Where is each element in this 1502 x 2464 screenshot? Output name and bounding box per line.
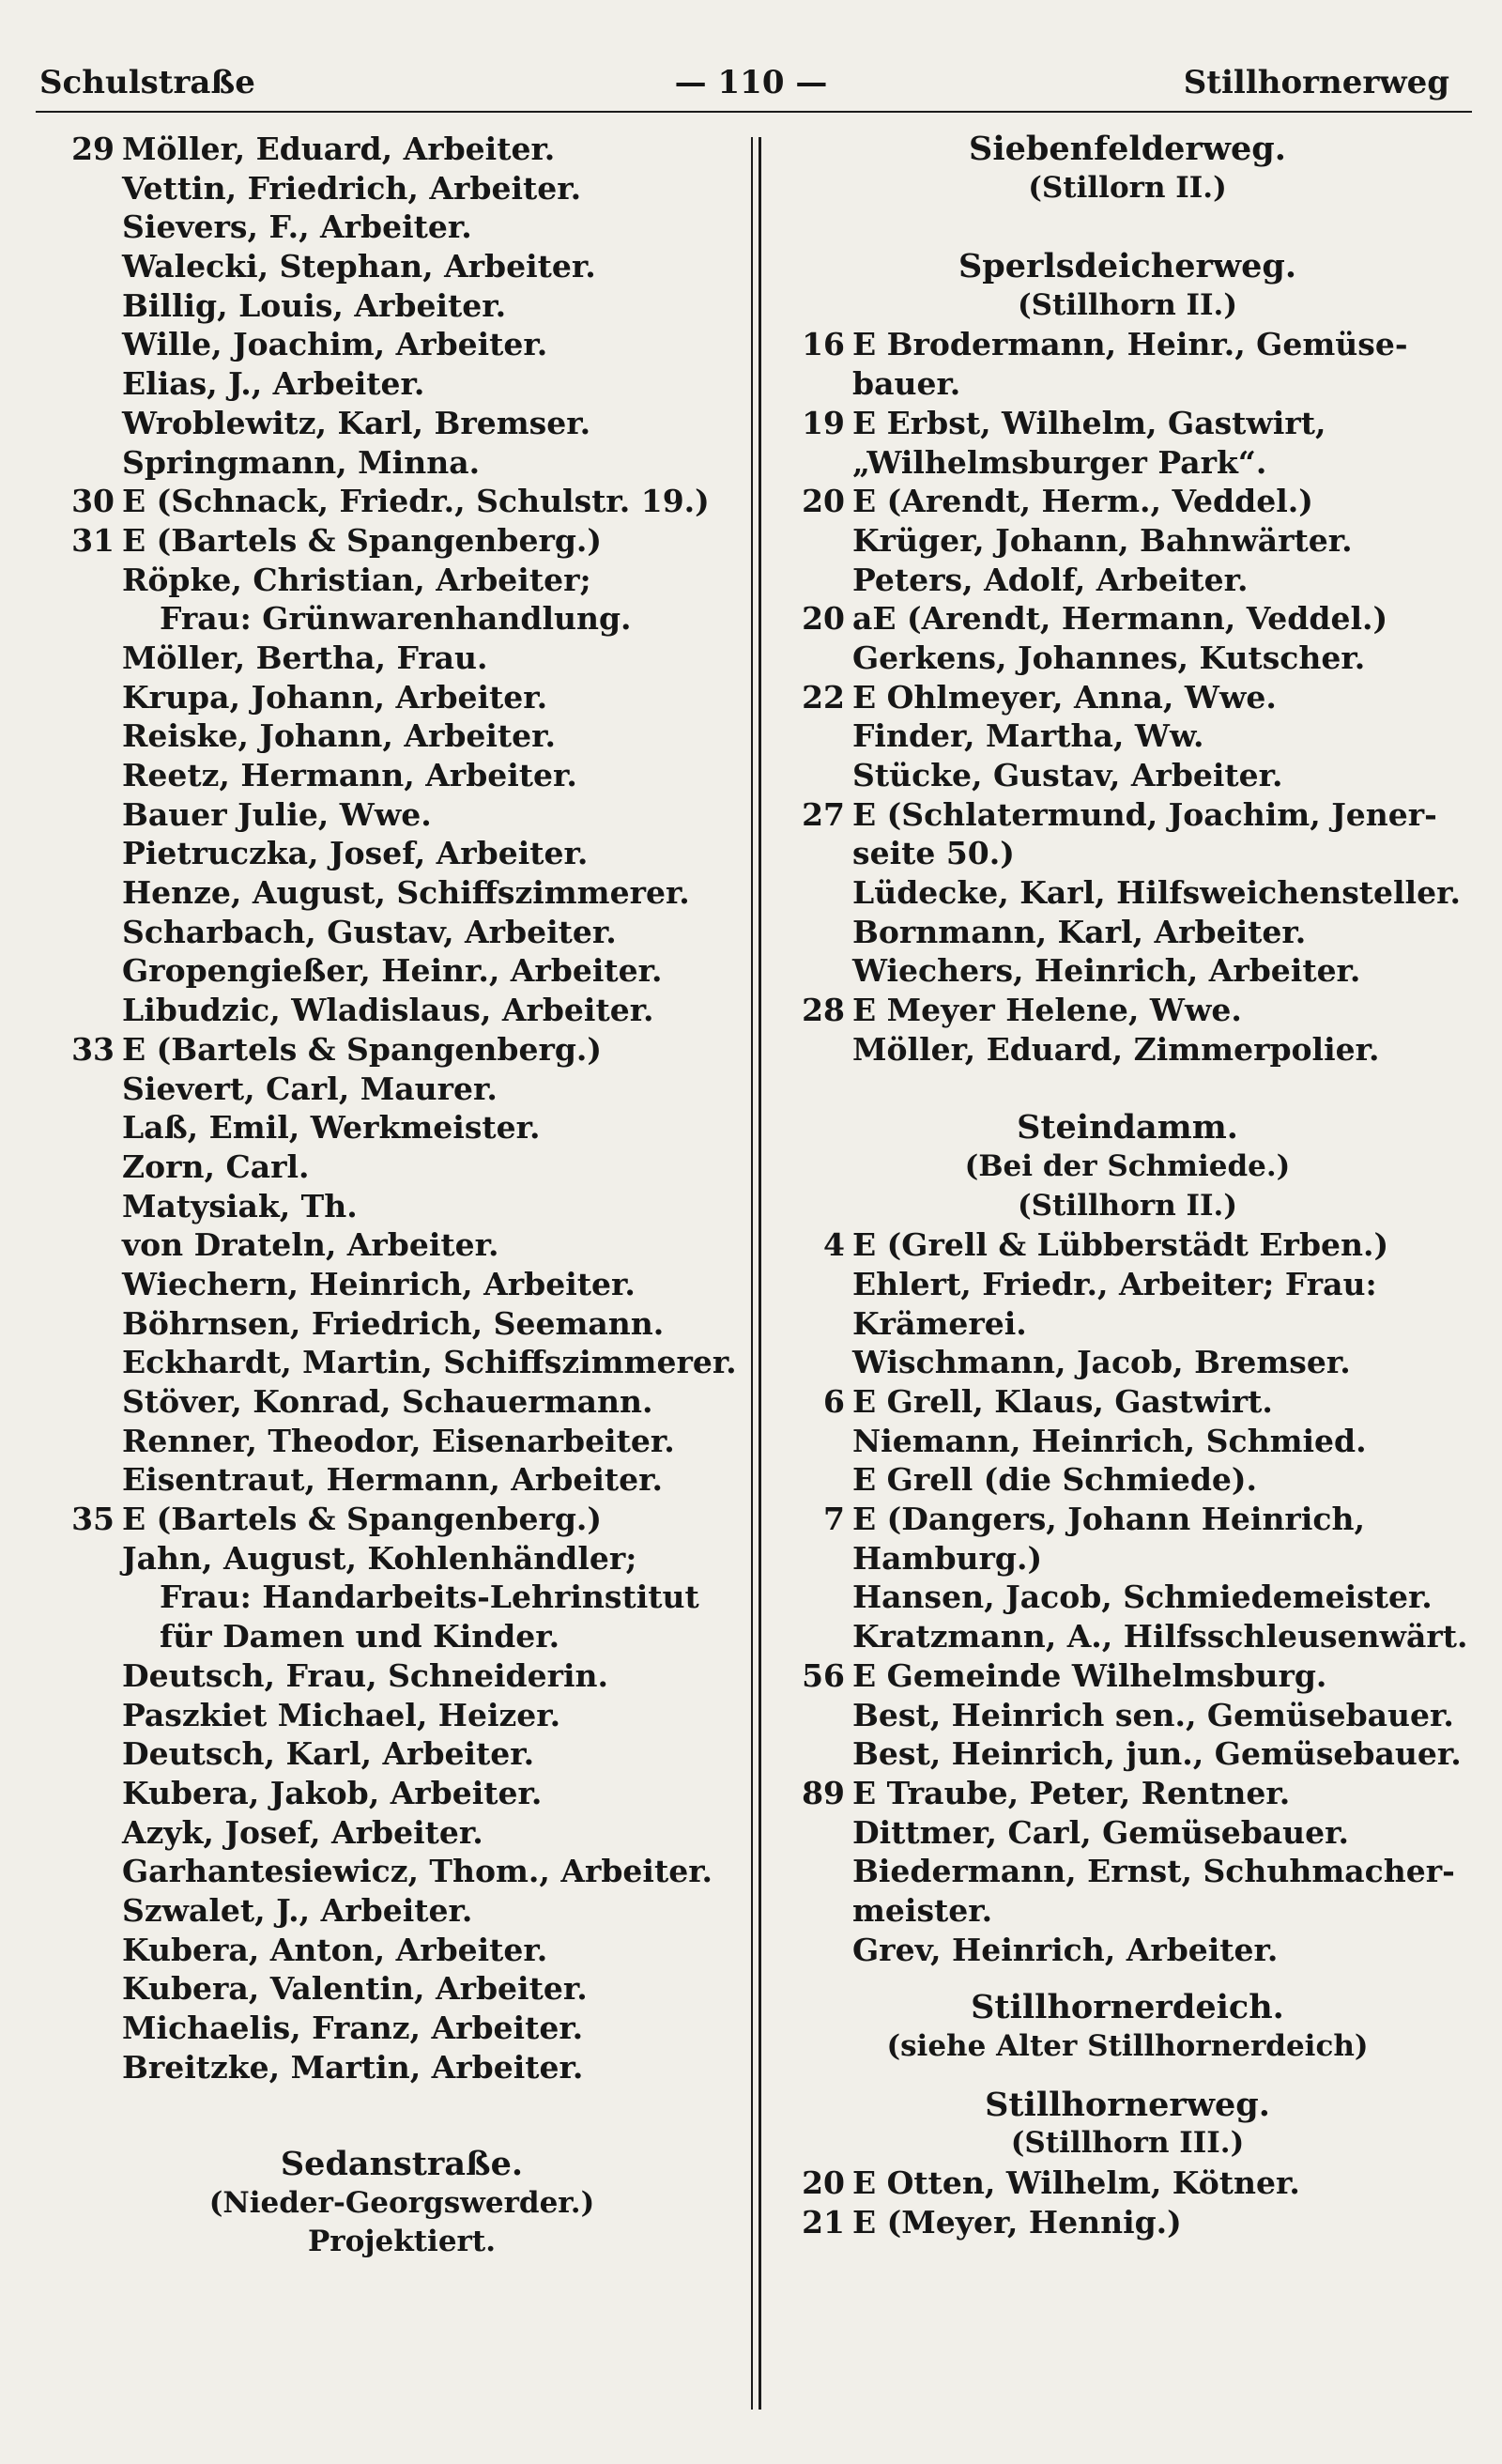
house-number: 7 xyxy=(823,1501,845,1538)
owner-line: E (Arendt, Herm., Veddel.) xyxy=(852,483,1313,520)
resident-line: Hansen, Jacob, Schmiedemeister. xyxy=(852,1578,1433,1616)
resident-line: Szwalet, J., Arbeiter. xyxy=(122,1891,473,1929)
resident-line: Eckhardt, Martin, Schiffszimmerer. xyxy=(122,1344,737,1381)
street-subtitle: (siehe Alter Stillhornerdeich) xyxy=(886,2029,1369,2063)
right-column xyxy=(785,130,1470,2241)
owner-line: E Erbst, Wilhelm, Gastwirt, xyxy=(852,404,1326,441)
resident-line: Frau: Handarbeits-Lehrinstitut xyxy=(160,1578,699,1616)
resident-line: Möller, Eduard, Arbeiter. xyxy=(122,131,556,167)
resident-line: Krüger, Johann, Bahnwärter. xyxy=(852,521,1353,559)
resident-line: Peters, Adolf, Arbeiter. xyxy=(852,561,1249,598)
house-number: 20 xyxy=(802,600,845,638)
owner-line: E (Bartels & Spangenberg.) xyxy=(122,1501,603,1538)
house-entry xyxy=(785,1382,1470,1422)
resident-line: Eisentraut, Hermann, Arbeiter. xyxy=(122,1461,663,1499)
resident-line: Billig, Louis, Arbeiter. xyxy=(122,286,507,324)
street-note: Projektiert. xyxy=(307,2225,496,2259)
resident-line: Breitzke, Martin, Arbeiter. xyxy=(122,2048,584,2086)
resident-line: Niemann, Heinrich, Schmied. xyxy=(852,1422,1367,1459)
resident-line: von Drateln, Arbeiter. xyxy=(122,1226,499,1264)
resident-line: Reiske, Johann, Arbeiter. xyxy=(122,717,557,755)
resident-line: Bauer Julie, Wwe. xyxy=(122,795,432,833)
house-number: 4 xyxy=(823,1226,845,1264)
street-title: Steindamm. xyxy=(1017,1108,1238,1147)
street-subtitle: (Stillhorn II.) xyxy=(1017,287,1238,322)
house-number: 20 xyxy=(802,483,845,520)
street-subtitle: (Nieder-Georgswerder.) xyxy=(208,2185,595,2220)
house-number: 30 xyxy=(71,483,115,520)
house-number: 35 xyxy=(71,1501,115,1538)
house-number: 56 xyxy=(802,1656,845,1694)
spacer xyxy=(54,2087,749,2126)
street-subtitle: (Stillorn II.) xyxy=(1028,170,1227,205)
house-entry xyxy=(54,1500,749,1539)
resident-line: Wille, Joachim, Arbeiter. xyxy=(122,326,548,363)
house-number: 22 xyxy=(802,678,845,716)
house-number: 89 xyxy=(802,1774,845,1811)
resident-line: Kratzmann, A., Hilfsschleusenwärt. xyxy=(852,1618,1468,1656)
street-subtitle: (Stillhorn II.) xyxy=(1017,1188,1238,1223)
owner-line: E Grell, Klaus, Gastwirt. xyxy=(852,1383,1273,1420)
street-title: Stillhornerweg. xyxy=(985,2085,1270,2124)
column-divider-right xyxy=(759,137,761,2410)
owner-line: E (Grell & Lübberstädt Erben.) xyxy=(852,1226,1389,1264)
house-entry xyxy=(785,599,1470,639)
resident-line: Stöver, Konrad, Schauermann. xyxy=(122,1383,653,1420)
resident-line: Best, Heinrich, jun., Gemüsebauer. xyxy=(852,1735,1462,1773)
street-title: Stillhornerdeich. xyxy=(971,1988,1284,2027)
resident-line: Kubera, Valentin, Arbeiter. xyxy=(122,1970,588,2008)
owner-line: E (Schlatermund, Joachim, Jener- xyxy=(852,795,1437,833)
house-number: 6 xyxy=(823,1383,845,1420)
resident-line: Pietruczka, Josef, Arbeiter. xyxy=(122,835,589,872)
house-number: 19 xyxy=(802,404,845,441)
resident-line: Garhantesiewicz, Thom., Arbeiter. xyxy=(122,1853,713,1890)
house-entry xyxy=(785,678,1470,717)
house-entry xyxy=(785,1500,1470,1539)
house-entry xyxy=(785,1225,1470,1265)
resident-line: Lüdecke, Karl, Hilfsweichensteller. xyxy=(852,874,1461,912)
owner-line: E (Bartels & Spangenberg.) xyxy=(122,1030,603,1068)
street-title: Siebenfelderweg. xyxy=(969,130,1286,168)
resident-line: Finder, Martha, Ww. xyxy=(852,717,1204,755)
resident-line: Frau: Grünwarenhandlung. xyxy=(160,600,632,638)
header-rule xyxy=(36,111,1472,113)
resident-line: Kubera, Anton, Arbeiter. xyxy=(122,1931,548,1968)
resident-line: für Damen und Kinder. xyxy=(160,1618,560,1656)
resident-line: Deutsch, Frau, Schneiderin. xyxy=(122,1656,608,1694)
house-entry xyxy=(785,2203,1470,2242)
resident-line: Biedermann, Ernst, Schuhmacher- xyxy=(852,1853,1455,1890)
street-subtitle: (Bei der Schmiede.) xyxy=(964,1148,1291,1183)
house-entry xyxy=(54,1030,749,1070)
owner-line: E Ohlmeyer, Anna, Wwe. xyxy=(852,678,1277,716)
street-subtitle: (Stillhorn III.) xyxy=(1010,2126,1245,2161)
house-entry xyxy=(785,1774,1470,1813)
owner-line: E (Bartels & Spangenberg.) xyxy=(122,521,603,559)
resident-line: Röpke, Christian, Arbeiter; xyxy=(122,561,591,598)
owner-line: aE (Arendt, Hermann, Veddel.) xyxy=(852,600,1388,638)
header-right-street: Stillhornerweg xyxy=(1183,64,1449,101)
owner-line: E Otten, Wilhelm, Kötner. xyxy=(852,2164,1300,2202)
house-number: 29 xyxy=(71,131,115,167)
resident-line: Paszkiet Michael, Heizer. xyxy=(122,1696,561,1733)
owner-line: E (Dangers, Johann Heinrich, xyxy=(852,1501,1365,1538)
resident-line: Hamburg.) xyxy=(852,1539,1043,1577)
spacer xyxy=(785,2067,1470,2086)
resident-line: Libudzic, Wladislaus, Arbeiter. xyxy=(122,992,654,1029)
resident-line: Vettin, Friedrich, Arbeiter. xyxy=(122,169,582,207)
resident-line: Wiechers, Heinrich, Arbeiter. xyxy=(852,952,1361,990)
resident-line: bauer. xyxy=(852,365,961,403)
resident-line: Möller, Eduard, Zimmerpolier. xyxy=(852,1030,1380,1068)
owner-line: E (Meyer, Hennig.) xyxy=(852,2203,1182,2241)
resident-line: Sievert, Carl, Maurer. xyxy=(122,1070,498,1107)
house-entry xyxy=(785,482,1470,521)
owner-line: E Gemeinde Wilhelmsburg. xyxy=(852,1656,1327,1694)
resident-line: Krupa, Johann, Arbeiter. xyxy=(122,678,548,716)
resident-line: Möller, Bertha, Frau. xyxy=(122,639,488,676)
resident-line: Krämerei. xyxy=(852,1304,1027,1342)
left-column xyxy=(54,130,749,2262)
resident-line: Best, Heinrich sen., Gemüsebauer. xyxy=(852,1696,1454,1733)
street-title: Sedanstraße. xyxy=(280,2145,524,2184)
house-number: 31 xyxy=(71,521,115,559)
resident-line: Grev, Heinrich, Arbeiter. xyxy=(852,1931,1279,1968)
resident-line: „Wilhelmsburger Park“. xyxy=(852,443,1267,481)
resident-line: Henze, August, Schiffszimmerer. xyxy=(122,874,690,912)
header-left-street: Schulstraße xyxy=(39,64,255,101)
resident-line: seite 50.) xyxy=(852,835,1015,872)
resident-line: Gerkens, Johannes, Kutscher. xyxy=(852,639,1366,676)
resident-line: meister. xyxy=(852,1891,993,1929)
resident-line: Elias, J., Arbeiter. xyxy=(122,365,425,403)
house-entry xyxy=(54,482,749,521)
owner-line: E (Schnack, Friedr., Schulstr. 19.) xyxy=(122,483,710,520)
house-number: 33 xyxy=(71,1030,115,1068)
owner-line: E Meyer Helene, Wwe. xyxy=(852,992,1242,1029)
house-entry xyxy=(785,404,1470,443)
resident-line: Ehlert, Friedr., Arbeiter; Frau: xyxy=(852,1265,1377,1302)
resident-line: Kubera, Jakob, Arbeiter. xyxy=(122,1774,543,1811)
resident-line: Walecki, Stephan, Arbeiter. xyxy=(122,248,596,285)
resident-line: Jahn, August, Kohlenhändler; xyxy=(122,1539,637,1577)
resident-line: Sievers, F., Arbeiter. xyxy=(122,208,472,246)
page-number: — 110 — xyxy=(674,64,828,101)
house-entry xyxy=(785,1656,1470,1696)
owner-line: E Traube, Peter, Rentner. xyxy=(852,1774,1291,1811)
house-number: 16 xyxy=(802,326,845,363)
house-entry xyxy=(54,130,749,169)
resident-line: Reetz, Hermann, Arbeiter. xyxy=(122,757,577,793)
resident-line: E Grell (die Schmiede). xyxy=(852,1461,1258,1499)
house-number: 27 xyxy=(802,795,845,833)
resident-line: Wischmann, Jacob, Bremser. xyxy=(852,1344,1351,1381)
resident-line: Deutsch, Karl, Arbeiter. xyxy=(122,1735,535,1773)
resident-line: Böhrnsen, Friedrich, Seemann. xyxy=(122,1304,665,1342)
resident-line: Springmann, Minna. xyxy=(122,443,481,481)
house-entry xyxy=(785,2164,1470,2203)
house-entry xyxy=(785,795,1470,835)
house-number: 20 xyxy=(802,2164,845,2202)
owner-line: E Brodermann, Heinr., Gemüse- xyxy=(852,326,1408,363)
resident-line: Wiechern, Heinrich, Arbeiter. xyxy=(122,1265,636,1302)
house-entry xyxy=(54,521,749,561)
resident-line: Scharbach, Gustav, Arbeiter. xyxy=(122,913,617,950)
resident-line: Stücke, Gustav, Arbeiter. xyxy=(852,757,1283,793)
house-number: 21 xyxy=(802,2203,845,2241)
resident-line: Laß, Emil, Werkmeister. xyxy=(122,1109,541,1147)
resident-line: Wroblewitz, Karl, Bremser. xyxy=(122,404,591,441)
spacer xyxy=(785,1070,1470,1109)
resident-line: Bornmann, Karl, Arbeiter. xyxy=(852,913,1307,950)
resident-line: Gropengießer, Heinr., Arbeiter. xyxy=(122,952,663,990)
spacer xyxy=(785,1969,1470,1988)
resident-line: Dittmer, Carl, Gemüsebauer. xyxy=(852,1813,1350,1851)
resident-line: Azyk, Josef, Arbeiter. xyxy=(122,1813,483,1851)
house-number: 28 xyxy=(802,992,845,1029)
resident-line: Renner, Theodor, Eisenarbeiter. xyxy=(122,1422,675,1459)
house-entry xyxy=(785,991,1470,1030)
house-entry xyxy=(785,325,1470,364)
spacer xyxy=(785,208,1470,247)
spacer xyxy=(54,2126,749,2145)
column-divider-left xyxy=(751,137,753,2410)
street-title: Sperlsdeicherweg. xyxy=(958,247,1296,286)
resident-line: Matysiak, Th. xyxy=(122,1187,358,1224)
resident-line: Zorn, Carl. xyxy=(122,1147,310,1185)
resident-line: Michaelis, Franz, Arbeiter. xyxy=(122,2010,584,2046)
